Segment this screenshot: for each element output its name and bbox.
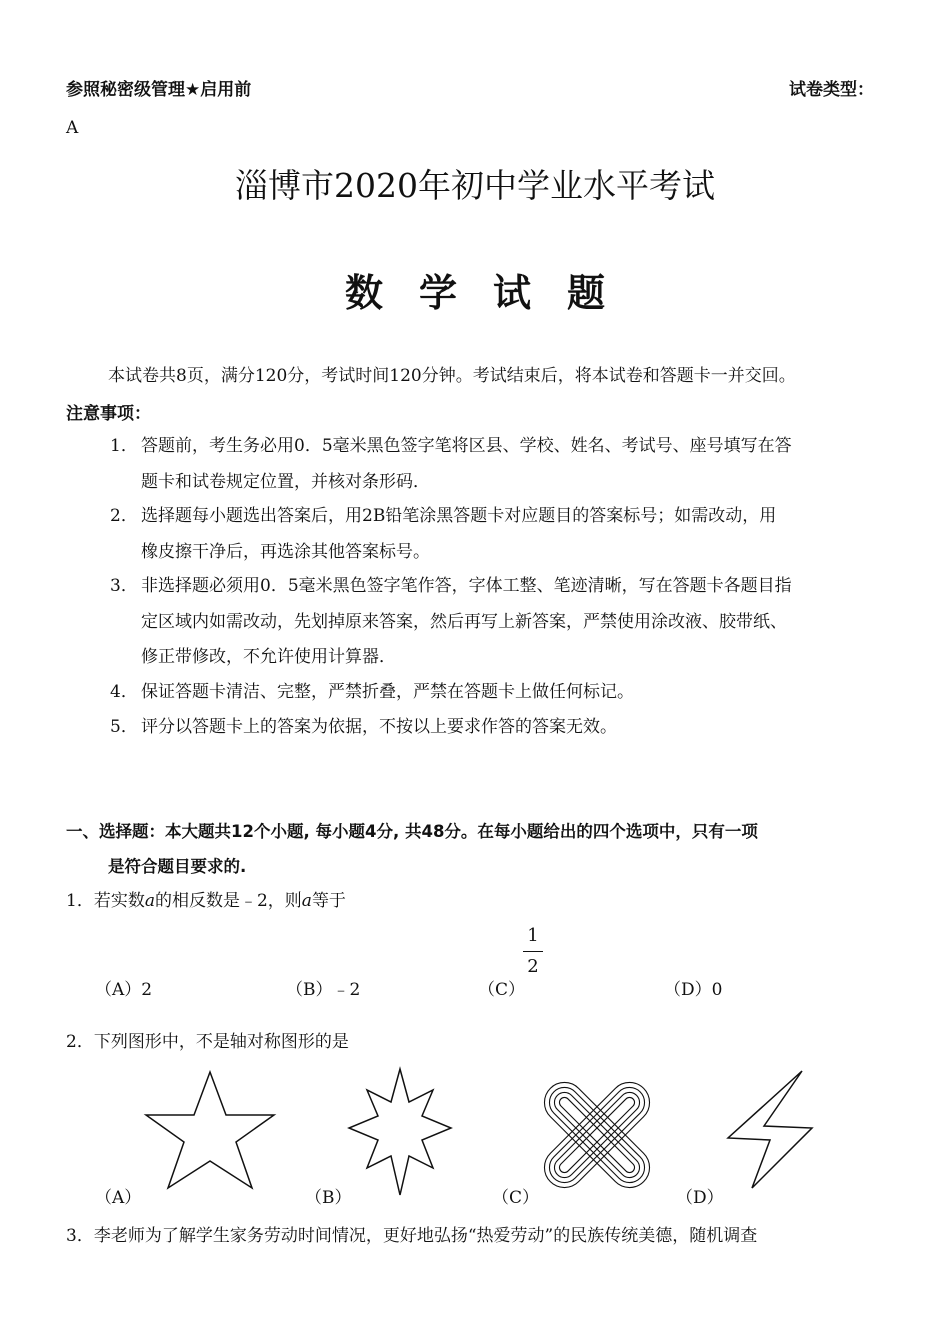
question-2	[66, 1027, 349, 1052]
math-variable: a	[144, 891, 155, 911]
note-number: 1．	[110, 436, 138, 456]
note-line: 定区域内如需改动，先划掉原来答案，然后再写上新答案，严禁使用涂改液、胶带纸、	[141, 612, 787, 632]
note-number: 2．	[110, 506, 138, 526]
note-line: 橡皮擦干净后，再选涂其他答案标号。	[141, 542, 430, 562]
notes-heading: 注意事项：	[66, 404, 151, 424]
question-1	[66, 886, 346, 911]
subject-title: 数学试题	[344, 270, 641, 315]
question-text: 等于	[311, 891, 346, 911]
option-a[interactable]: （A）	[95, 1188, 142, 1208]
math-variable: a	[301, 891, 312, 911]
question-text: 下列图形中，不是轴对称图形的是	[93, 1032, 349, 1052]
interlaced-x-figure	[532, 1073, 662, 1198]
section-heading: 一、选择题：本大题共12个小题, 每小题4分, 共48分。在每小题给出的四个选项中，只有一项	[66, 822, 758, 841]
question-text: 的相反数是﹣2，则	[154, 891, 302, 911]
note-line: 修正带修改，不允许使用计算器．	[141, 647, 396, 667]
option-d[interactable]: （D）0	[664, 980, 723, 1000]
note-line: 题卡和试卷规定位置，并核对条形码．	[141, 472, 430, 492]
exam-title: 淄博市2020年初中学业水平考试	[235, 166, 715, 205]
option-b[interactable]: （B）﹣2	[286, 980, 361, 1000]
option-c[interactable]: （C）	[478, 980, 526, 1000]
note-line: 评分以答题卡上的答案为依据，不按以上要求作答的答案无效。	[141, 717, 617, 737]
option-d[interactable]: （D）	[676, 1188, 724, 1208]
option-c[interactable]: （C）	[492, 1188, 540, 1208]
note-line: 非选择题必须用0．5毫米黑色签字笔作答，字体工整、笔迹清晰，写在答题卡各题目指	[141, 576, 792, 596]
paper-type-value: A	[66, 118, 79, 138]
intro-paragraph: 本试卷共8页，满分120分，考试时间120分钟。考试结束后，将本试卷和答题卡一并交回。	[108, 366, 796, 386]
paper-type-label: 试卷类型：	[789, 80, 874, 100]
lightning-bolt-figure	[722, 1068, 817, 1193]
note-line: 答题前，考生务必用0．5毫米黑色签字笔将区县、学校、姓名、考试号、座号填写在答	[141, 436, 792, 456]
note-line: 选择题每小题选出答案后，用2B铅笔涂黑答题卡对应题目的答案标号；如需改动，用	[141, 506, 777, 526]
secret-level-label: 参照秘密级管理★启用前	[66, 80, 252, 100]
eight-point-star-figure	[345, 1066, 455, 1198]
note-number: 3．	[110, 576, 138, 596]
note-line: 保证答题卡清洁、完整，严禁折叠，严禁在答题卡上做任何标记。	[141, 682, 634, 702]
question-number: 2．	[66, 1032, 94, 1052]
question-text: 若实数	[93, 891, 145, 911]
question-3	[66, 1221, 757, 1246]
star-figure	[140, 1068, 280, 1193]
option-a[interactable]: （A）2	[95, 980, 153, 1000]
fraction-denominator: 2	[527, 956, 539, 977]
question-number: 3．	[66, 1226, 94, 1246]
option-b[interactable]: （B）	[305, 1188, 352, 1208]
question-text: 李老师为了解学生家务劳动时间情况，更好地弘扬“热爱劳动”的民族传统美德，随机调查	[93, 1226, 758, 1246]
note-number: 4．	[110, 682, 138, 702]
fraction-numerator: 1	[527, 925, 539, 946]
question-number: 1．	[66, 891, 94, 911]
fraction-bar	[523, 951, 543, 952]
note-number: 5．	[110, 717, 138, 737]
section-heading-cont: 是符合题目要求的.	[108, 857, 247, 876]
